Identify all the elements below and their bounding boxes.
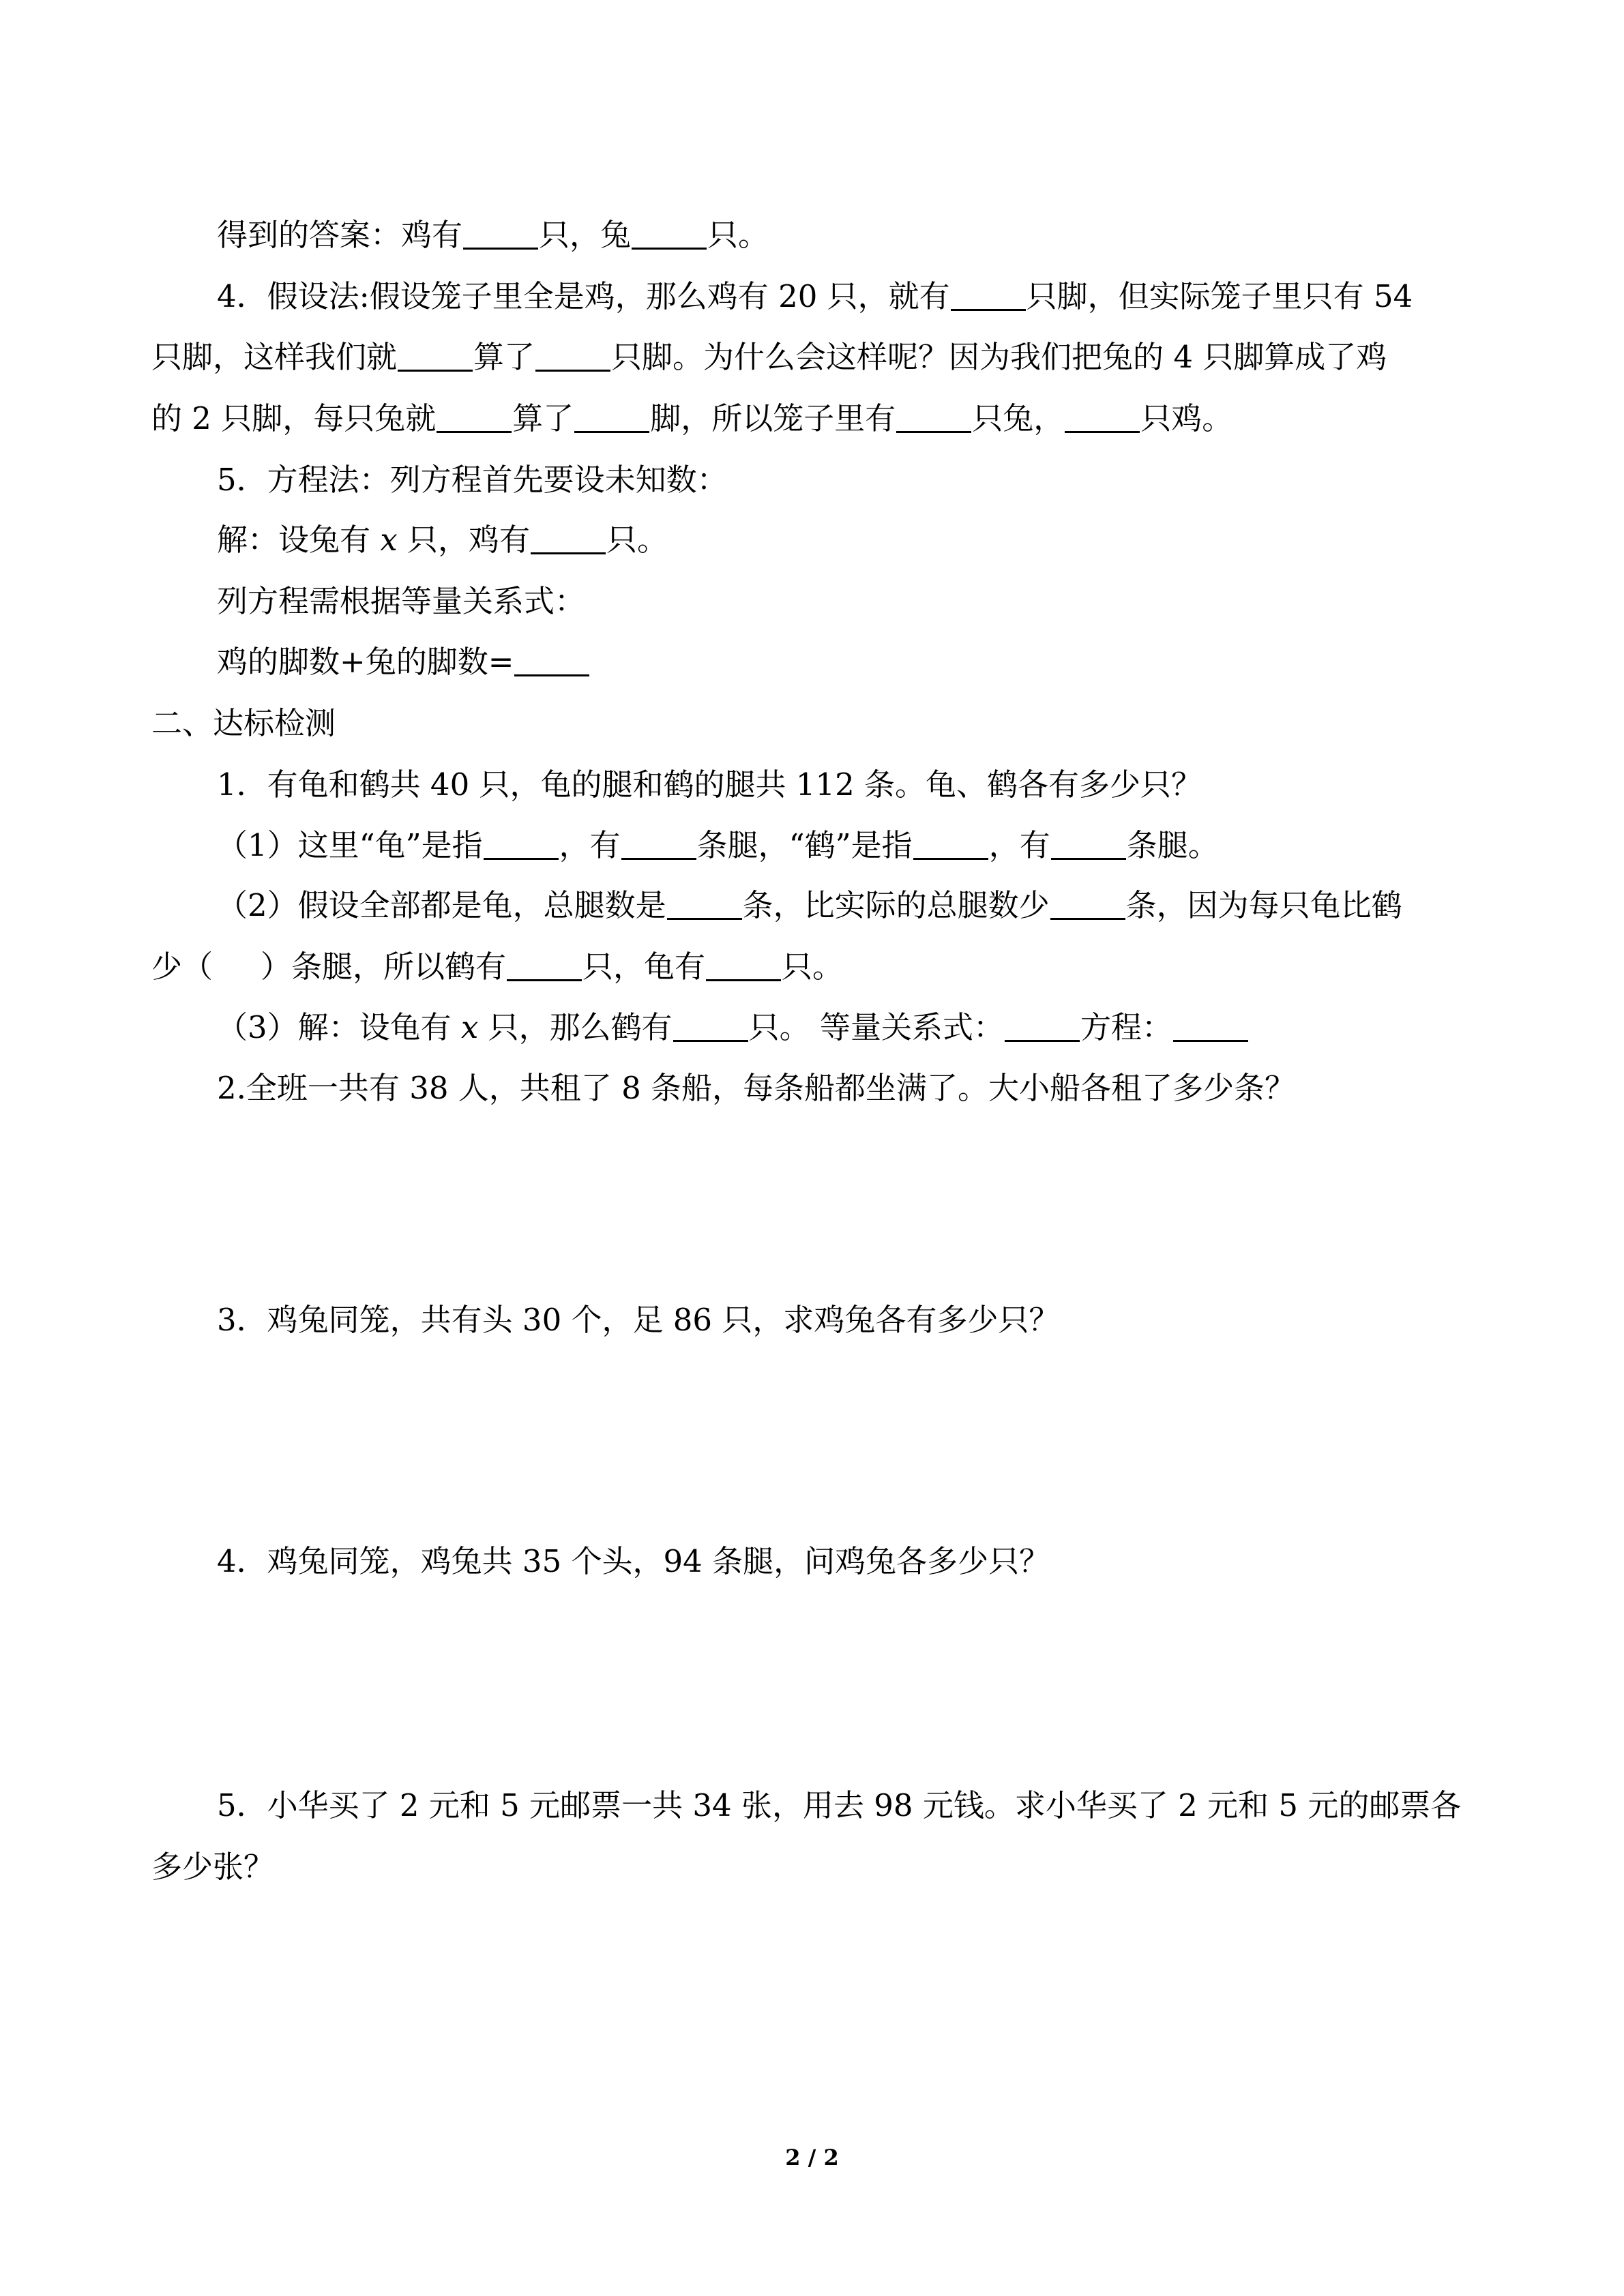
- relation-title: 列方程需根据等量关系式：: [217, 583, 586, 619]
- q1-part1: （1）这里“龟”是指 ，有 条腿，“鹤”是指 ，有 条腿。: [217, 827, 1219, 863]
- assumption-line-2: 只脚，这样我们就 算了 只脚。为什么会这样呢？因为我们把兔的 4 只脚算成了鸡: [151, 339, 1387, 375]
- assumption-line-3: 的 2 只脚，每只兔就 算了 脚，所以笼子里有 只兔， 只鸡。: [151, 400, 1233, 436]
- blank: [1173, 1013, 1248, 1042]
- q2: 2.全班一共有 38 人，共租了 8 条船，每条船都坐满了。大小船各租了多少条？: [217, 1070, 1296, 1106]
- blank: [574, 404, 649, 433]
- q1-part2-line1: （2）假设全部都是龟，总腿数是 条，比实际的总腿数少 条，因为每只龟比鹤: [217, 887, 1402, 923]
- blank: [632, 220, 707, 250]
- blank: [1065, 404, 1140, 433]
- answer-line: 得到的答案：鸡有 只，兔 只。: [217, 217, 769, 253]
- q1-part3: （3）解：设龟有 x 只，那么鹤有 只。 等量关系式： 方程：: [217, 1007, 1249, 1048]
- blank: [667, 891, 742, 920]
- blank: [514, 647, 589, 676]
- blank: [1005, 1013, 1080, 1042]
- page-number: 2 / 2: [785, 2145, 839, 2171]
- blank: [621, 831, 696, 860]
- blank: [437, 404, 512, 433]
- q4: 4．鸡兔同笼，鸡兔共 35 个头，94 条腿，问鸡兔各多少只？: [217, 1543, 1050, 1579]
- q1-stem: 1．有龟和鹤共 40 只，龟的腿和鹤的腿共 112 条。龟、鹤各有多少只？: [217, 766, 1202, 803]
- equation-title: 5．方程法：列方程首先要设未知数：: [217, 462, 728, 498]
- blank: [398, 342, 473, 372]
- section-heading: 二、达标检测: [151, 705, 336, 741]
- relation-line: 鸡的脚数+兔的脚数=: [217, 642, 590, 683]
- blank: [913, 831, 988, 860]
- blank: [535, 342, 610, 372]
- blank: [463, 220, 538, 250]
- q1-part2-line2: 少（ ）条腿，所以鹤有 只，龟有 只。: [151, 949, 844, 985]
- blank: [484, 831, 559, 860]
- blank: [951, 282, 1026, 311]
- blank: [896, 404, 971, 433]
- blank: [706, 952, 781, 981]
- equation-solve: 解：设兔有 x 只，鸡有 只。: [217, 522, 668, 558]
- blank: [507, 952, 582, 981]
- blank: [1051, 831, 1126, 860]
- q3: 3．鸡兔同笼，共有头 30 个，足 86 只，求鸡兔各有多少只？: [217, 1302, 1060, 1338]
- blank: [531, 525, 606, 554]
- blank: [1050, 891, 1125, 920]
- q5-line2: 多少张？: [151, 1849, 275, 1885]
- assumption-line-1: 4．假设法:假设笼子里全是鸡，那么鸡有 20 只，就有 只脚，但实际笼子里只有 54: [217, 278, 1413, 314]
- q5-line1: 5．小华买了 2 元和 5 元邮票一共 34 张，用去 98 元钱。求小华买了 2 元和 5 元的邮票各: [217, 1787, 1462, 1823]
- blank: [673, 1013, 748, 1042]
